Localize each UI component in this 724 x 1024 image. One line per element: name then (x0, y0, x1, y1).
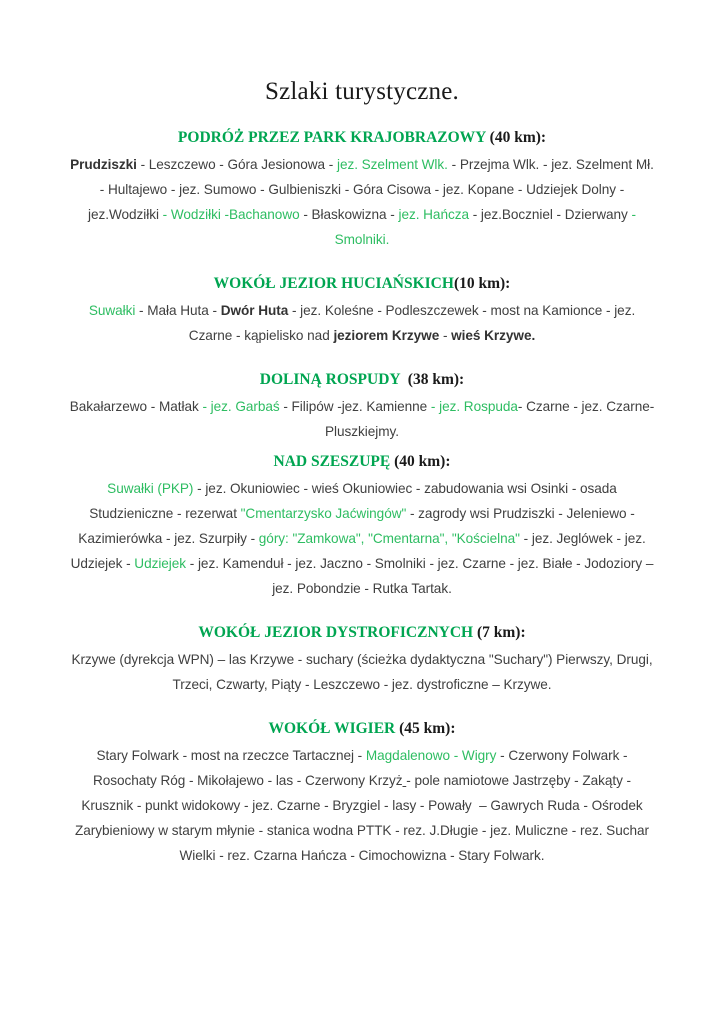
route-highlight: Magdalenowo - Wigry (365, 748, 497, 763)
section-heading (68, 720, 656, 738)
route-segment: - zagrody wsi Prudziszki - Jeleniewo - Kazimierówka - jez. Szurpiły - (78, 506, 639, 546)
route-segment: - jez. Okuniowiec - wieś Okuniowiec - zabudowania wsi Osinki - osada Studzieniczne - rezerwat (89, 481, 621, 521)
route-segment: - jez.Boczniel - Dzierwany (468, 207, 632, 222)
route-segment: wieś Krzywe. (451, 328, 536, 343)
section-heading-distance: (45 km): (399, 720, 456, 737)
section-heading-distance: (38 km): (403, 371, 465, 388)
route-segment: - jez. Koleśne - Podleszczewek - most na Kamionce - jez. Czarne - kąpielisko nad (188, 303, 639, 343)
section-route-text (68, 152, 656, 252)
section-heading (68, 275, 656, 293)
route-segment: Dwór Huta (220, 303, 289, 318)
route-highlight: góry: "Zamkowa", "Cmentarna", "Kościelna" (258, 531, 520, 546)
route-segment: - Leszczewo - Góra Jesionowa - (136, 157, 337, 172)
section-route-text (68, 743, 656, 868)
section-heading-name: NAD SZESZUPĘ (273, 453, 395, 470)
section-heading (68, 371, 656, 389)
route-segment: - Błaskowizna - (299, 207, 399, 222)
route-segment: Bakałarzewo - Matłak (69, 399, 203, 414)
document-content (68, 78, 656, 868)
section-heading-name: DOLINĄ ROSPUDY (259, 371, 404, 388)
route-segment: - Czarne - jez. Czarne- Pluszkiejmy. (325, 399, 658, 439)
route-segment: - Mała Huta - (135, 303, 221, 318)
section-heading (68, 624, 656, 642)
trail-section (68, 453, 656, 601)
section-heading-name: PODRÓŻ PRZEZ PARK KRAJOBRAZOWY (177, 129, 490, 146)
route-segment: Stary Folwark - most na rzeczce Tartacznej - (96, 748, 366, 763)
route-segment: Krzywe (dyrekcja WPN) – las Krzywe - suchary (ścieżka dydaktyczna "Suchary") Pierwszy, Drugi, Trzeci, Czwarty, Piąty - Leszczewo - jez. dystroficzne – Krzywe. (71, 652, 657, 692)
section-heading (68, 453, 656, 471)
route-highlight: - Wodziłki -Bachanowo (162, 207, 300, 222)
section-heading-name: WOKÓŁ WIGIER (268, 720, 400, 737)
route-highlight: - jez. Garbaś (202, 399, 280, 414)
route-highlight: - jez. Rospuda (430, 399, 518, 414)
document-sections (68, 129, 656, 868)
route-highlight: Udziejek (134, 556, 187, 571)
route-highlight: Suwałki (88, 303, 136, 318)
route-highlight: - Smolniki. (334, 207, 640, 247)
route-segment: - pole namiotowe Jastrzęby - Zakąty - Krusznik - punkt widokowy - jez. Czarne - Bryzgiel - lasy - Powały – Gawrych Ruda - Ośrodek Zarybieniowy w starym młynie - stanica wodna PTTK - rez. J.Długie - jez. Muliczne - rez. Suchar Wielki - rez. Czarna Hańcza - Cimochowizna - Stary Folwark. (75, 773, 653, 863)
route-segment: - jez. Jeglówek - jez. Udziejek - (70, 531, 650, 571)
section-heading-name: WOKÓŁ JEZIOR HUCIAŃSKICH (213, 275, 454, 292)
route-segment: - Czerwony Folwark - Rosochaty Róg - Mikołajewo - las - Czerwony Krzyż (92, 748, 632, 788)
section-route-text (68, 647, 656, 697)
section-route-text (68, 298, 656, 348)
section-heading-distance: (10 km): (453, 275, 511, 292)
route-segment: - Filipów -jez. Kamienne (279, 399, 431, 414)
trail-section (68, 720, 656, 868)
page-title: Szlaki turystyczne. (264, 78, 460, 105)
route-segment: jeziorem Krzywe (333, 328, 440, 343)
route-highlight: "Cmentarzysko Jaćwingów" (240, 506, 407, 521)
route-segment: - Przejma Wlk. - jez. Szelment Mł. - Hultajewo - jez. Sumowo - Gulbieniszki - Góra Cisowa - jez. Kopane - Udziejek Dolny - jez.Wodziłki (88, 157, 658, 222)
trail-section (68, 275, 656, 348)
section-heading (68, 129, 656, 147)
section-heading-distance: (40 km): (394, 453, 451, 470)
trail-section (68, 129, 656, 252)
trail-section (68, 371, 656, 444)
route-highlight: jez. Hańcza (398, 207, 469, 222)
section-route-text (68, 476, 656, 601)
section-heading-distance: (40 km): (489, 129, 547, 146)
section-heading-name: WOKÓŁ JEZIOR DYSTROFICZNYCH (198, 624, 477, 641)
route-segment: - jez. Kamenduł - jez. Jaczno - Smolniki - jez. Czarne - jez. Białe - Jodoziory – jez. Pobondzie - Rutka Tartak. (186, 556, 658, 596)
section-heading-distance: (7 km): (476, 624, 526, 641)
route-highlight: jez. Szelment Wlk. (336, 157, 448, 172)
route-highlight: Suwałki (PKP) (107, 481, 194, 496)
route-segment: Prudziszki (70, 157, 137, 172)
trail-section (68, 624, 656, 697)
section-route-text (68, 394, 656, 444)
route-segment: - (439, 328, 452, 343)
